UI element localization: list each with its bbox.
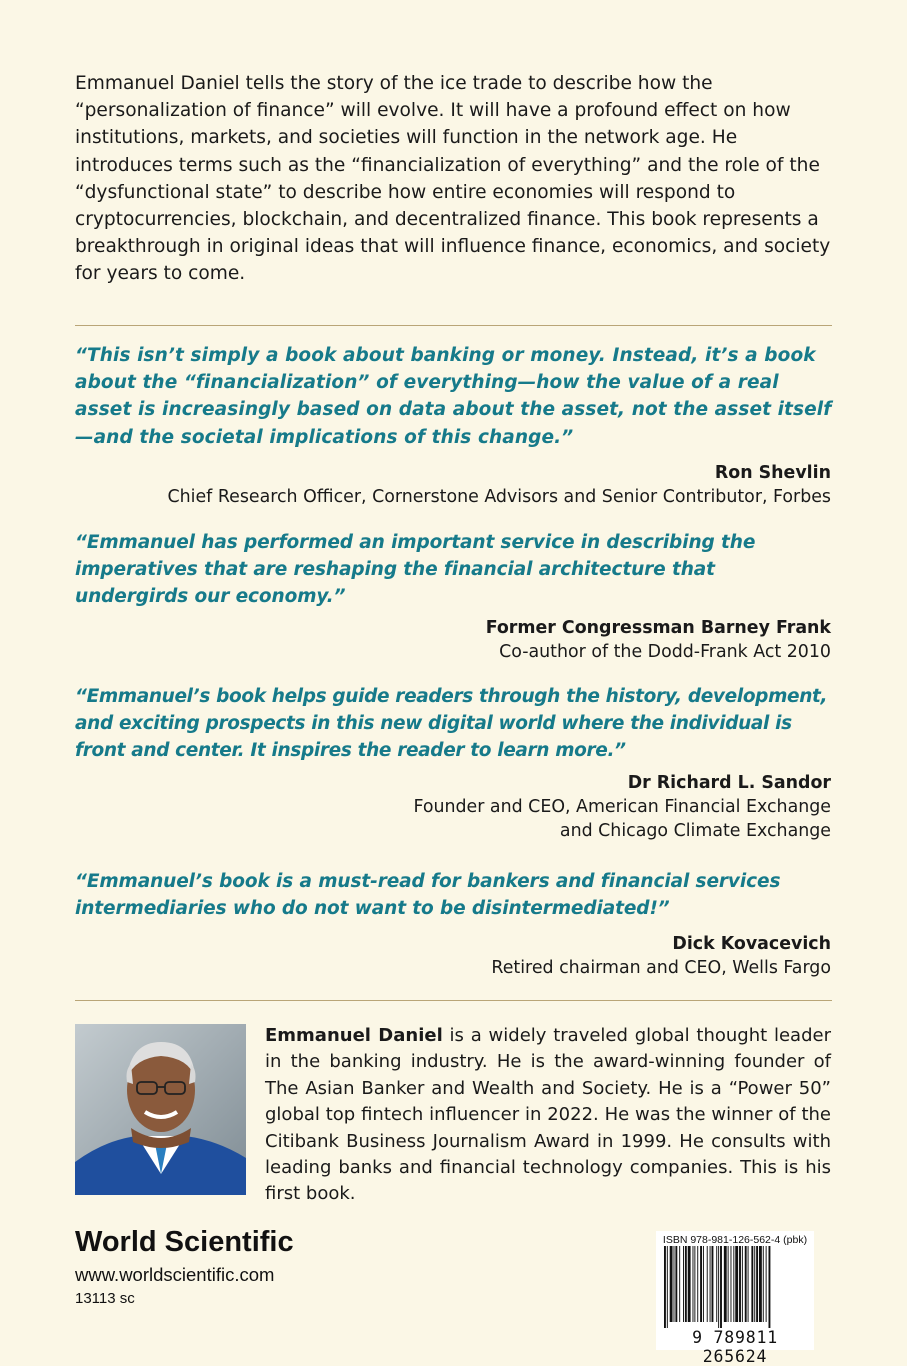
barcode-bar xyxy=(703,1246,704,1322)
barcode-bar xyxy=(679,1246,680,1322)
endorser-role-1: Chief Research Officer, Cornerstone Advisors and Senior Contributor, Forbes xyxy=(167,487,831,507)
endorser-role-3a: Founder and CEO, American Financial Exchange xyxy=(413,797,831,817)
author-portrait-illustration xyxy=(75,1024,246,1195)
author-photo xyxy=(75,1024,246,1195)
divider-bottom xyxy=(75,1000,832,1001)
barcode-bar xyxy=(724,1246,727,1322)
barcode-bar xyxy=(693,1246,694,1322)
barcode-bar xyxy=(670,1246,673,1322)
barcode-bar xyxy=(688,1246,691,1322)
barcode-bar xyxy=(694,1246,695,1322)
barcode-bar xyxy=(707,1246,708,1322)
barcode-bar xyxy=(731,1246,732,1322)
barcode-bar xyxy=(712,1246,714,1322)
barcode-bar xyxy=(748,1246,749,1322)
barcode-bar xyxy=(763,1246,764,1322)
barcode-bar xyxy=(716,1246,717,1322)
barcode-bars xyxy=(656,1246,814,1328)
endorsement-attribution-3 xyxy=(413,771,831,843)
barcode-bar xyxy=(766,1246,767,1322)
endorser-name-2: Former Congressman Barney Frank xyxy=(485,618,831,638)
barcode-bar xyxy=(675,1246,677,1322)
barcode-bar xyxy=(733,1246,734,1322)
barcode-bar xyxy=(700,1246,702,1322)
endorser-role-3b: and Chicago Climate Exchange xyxy=(559,821,831,841)
endorsement-attribution-1 xyxy=(167,461,831,509)
endorser-name-1: Ron Shevlin xyxy=(714,463,831,483)
barcode-bar xyxy=(710,1246,711,1322)
barcode-bar xyxy=(745,1246,747,1322)
endorser-name-4: Dick Kovacevich xyxy=(672,934,831,954)
author-bio-text: is a widely traveled global thought leader in the banking industry. He is the award-winning founder of The Asian Banker and Wealth and Society. He is a “Power 50” global top fintech influencer in 2022. He was the winner of the Citibank Business Journalism Award in 1999. He consults with leading banks and financial technology companies. This is his first book. xyxy=(265,1025,831,1205)
barcode-bar xyxy=(683,1246,684,1322)
barcode-bar xyxy=(735,1246,738,1322)
barcode-bar xyxy=(754,1246,755,1322)
barcode-bar xyxy=(756,1246,758,1322)
barcode-bar xyxy=(697,1246,698,1322)
divider-top xyxy=(75,325,832,326)
endorser-role-2: Co-author of the Dodd-Frank Act 2010 xyxy=(499,642,831,662)
endorsement-attribution-2 xyxy=(486,616,831,664)
publisher-website[interactable]: www.worldscientific.com xyxy=(75,1264,275,1285)
endorsement-quote-4: “Emmanuel’s book is a must-read for bankers and financial services intermediaries who do not want to be disintermediated!” xyxy=(75,871,781,920)
endorsement-attribution-4 xyxy=(491,932,831,980)
barcode-bar xyxy=(664,1246,666,1328)
barcode-bar xyxy=(739,1246,741,1322)
endorsement-quote-2: “Emmanuel has performed an important service in describing the imperatives that are reshaping the financial architecture that undergirds our economy.” xyxy=(75,532,756,608)
author-name: Emmanuel Daniel xyxy=(265,1025,443,1046)
barcode-digits: 9 789811 265624 xyxy=(692,1328,778,1366)
endorser-role-4: Retired chairman and CEO, Wells Fargo xyxy=(491,958,831,978)
isbn-barcode xyxy=(656,1231,814,1366)
publisher-name: World Scientific xyxy=(75,1226,294,1258)
barcode-bar xyxy=(674,1246,675,1322)
barcode-bar xyxy=(759,1246,762,1322)
barcode-bar xyxy=(667,1246,668,1328)
barcode-bar xyxy=(718,1246,719,1328)
barcode-bar xyxy=(769,1246,771,1328)
endorsement-quote-3: “Emmanuel’s book helps guide readers through the history, development, and exciting prospects in this new digital world where the individual is front and center. It inspires the reader to learn more.” xyxy=(75,686,828,762)
barcode-bar xyxy=(751,1246,753,1322)
barcode-bar xyxy=(685,1246,687,1322)
endorsement-quote-1: “This isn’t simply a book about banking or money. Instead, it’s a book about the “financialization” of everything—how the value of a real asset is increasingly based on data about the asset, not the asset itself—and the societal implications of this change.” xyxy=(75,345,832,448)
isbn-label: ISBN 978-981-126-562-4 (pbk) xyxy=(662,1234,808,1246)
endorser-name-3: Dr Richard L. Sandor xyxy=(627,773,831,793)
author-bio xyxy=(265,1023,831,1208)
barcode-bar xyxy=(720,1246,722,1328)
product-code: 13113 sc xyxy=(75,1290,135,1307)
barcode-bar xyxy=(728,1246,729,1322)
barcode-bar xyxy=(742,1246,743,1322)
book-description: Emmanuel Daniel tells the story of the ice trade to describe how the “personalization of finance” will evolve. It will have a profound effect on how institutions, markets, and societies will function in the network age. He introduces terms such as the “financialization of everything” and the role of the “dysfunctional state” to describe how entire economies will respond to cryptocurrencies, blockchain, and decentralized finance. This book represents a breakthrough in original ideas that will influence finance, economics, and society for years to come. xyxy=(75,73,831,285)
